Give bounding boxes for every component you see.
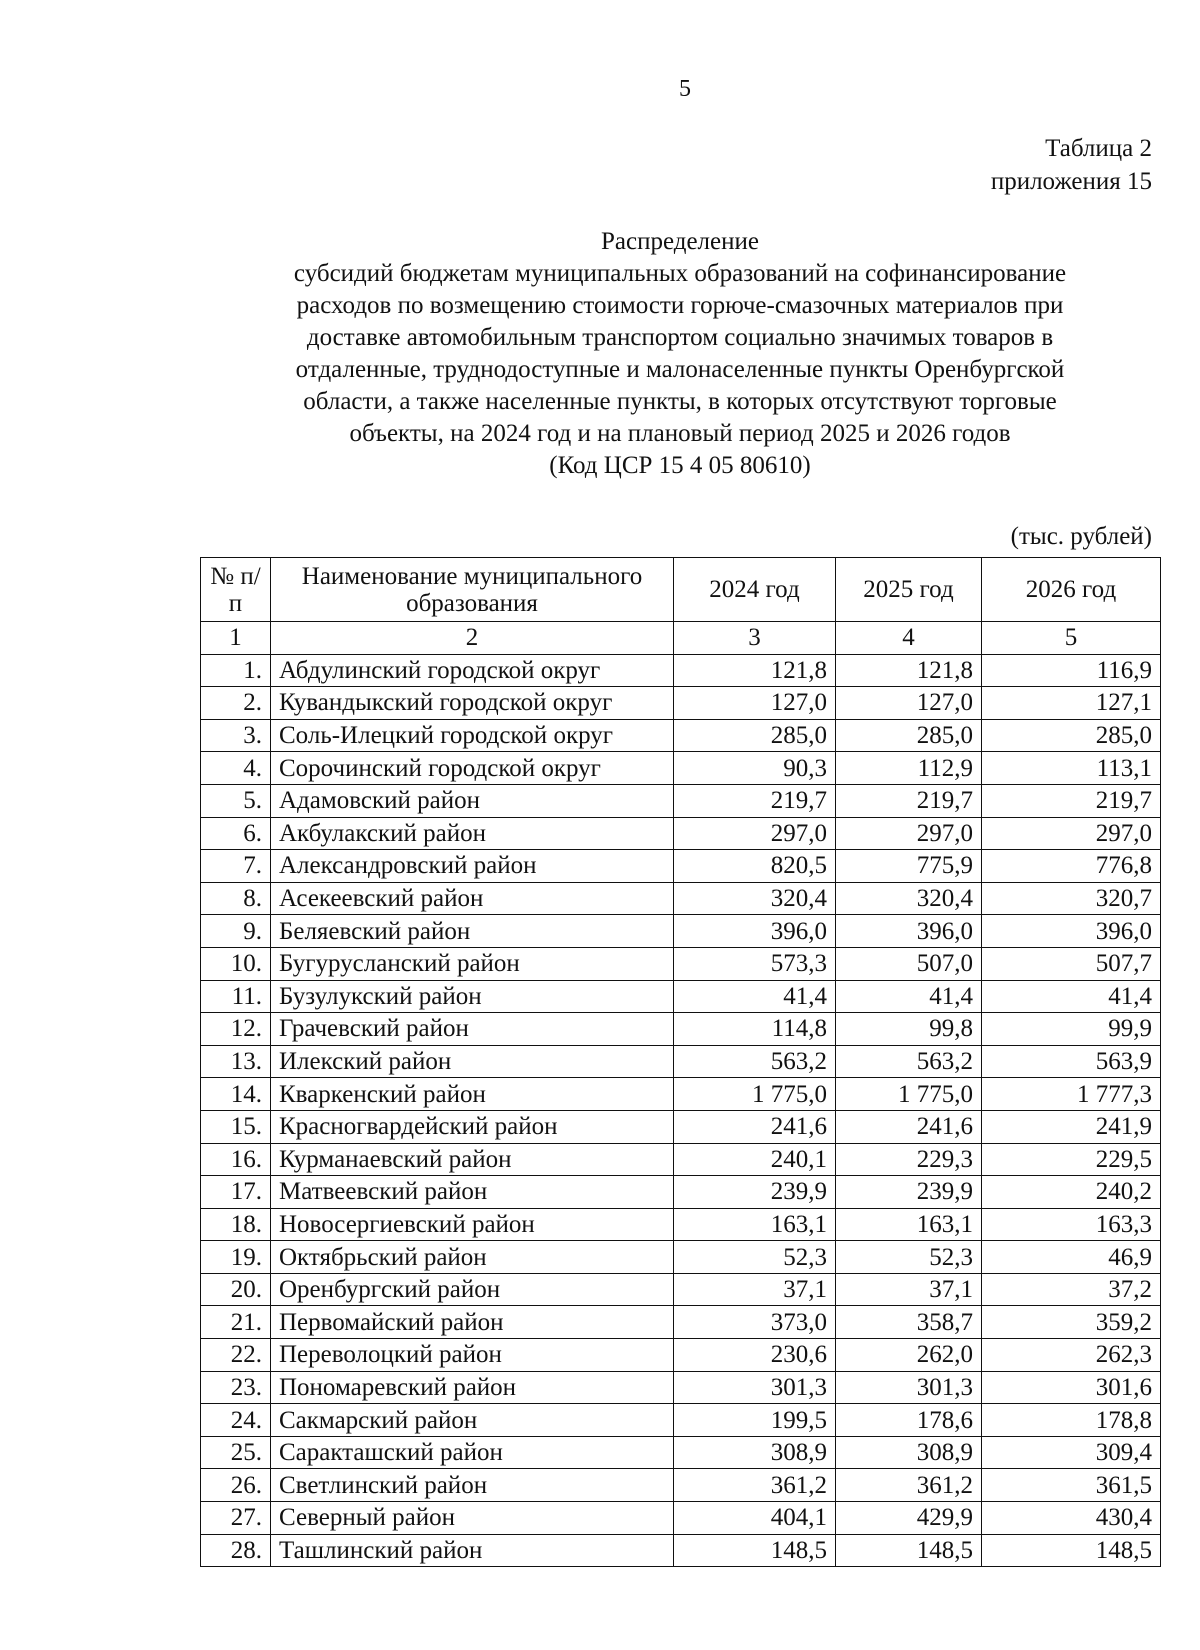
row-number: 3. (201, 719, 271, 752)
value-2026: 301,6 (982, 1371, 1161, 1404)
value-2024: 121,8 (674, 654, 836, 687)
value-2026: 396,0 (982, 915, 1161, 948)
table-row (201, 1176, 1161, 1209)
column-header-number: № п/п (201, 558, 271, 622)
value-2025: 229,3 (836, 1143, 982, 1176)
municipality-name: Асекеевский район (271, 882, 674, 915)
value-2026: 776,8 (982, 850, 1161, 883)
value-2026: 430,4 (982, 1502, 1161, 1535)
table-row (201, 980, 1161, 1013)
row-number: 28. (201, 1534, 271, 1567)
municipality-name: Кваркенский район (271, 1078, 674, 1111)
value-2025: 361,2 (836, 1469, 982, 1502)
municipality-name: Октябрьский район (271, 1241, 674, 1274)
page-number: 5 (679, 76, 691, 102)
value-2024: 52,3 (674, 1241, 836, 1274)
value-2025: 219,7 (836, 784, 982, 817)
value-2026: 163,3 (982, 1208, 1161, 1241)
value-2026: 229,5 (982, 1143, 1161, 1176)
document-title (200, 226, 1160, 482)
municipality-name: Сакмарский район (271, 1404, 674, 1437)
table-row (201, 1208, 1161, 1241)
municipality-name: Беляевский район (271, 915, 674, 948)
table-row (201, 719, 1161, 752)
municipality-name: Матвеевский район (271, 1176, 674, 1209)
value-2024: 37,1 (674, 1273, 836, 1306)
row-number: 11. (201, 980, 271, 1013)
value-2026: 113,1 (982, 752, 1161, 785)
value-2025: 178,6 (836, 1404, 982, 1437)
row-number: 5. (201, 784, 271, 817)
value-2025: 148,5 (836, 1534, 982, 1567)
title-line: субсидий бюджетам муниципальных образований на софинансирование (293, 260, 1067, 287)
value-2024: 373,0 (674, 1306, 836, 1339)
units-label: (тыс. рублей) (1010, 523, 1152, 550)
value-2024: 241,6 (674, 1110, 836, 1143)
row-number: 21. (201, 1306, 271, 1339)
column-number: 4 (836, 622, 982, 655)
value-2024: 361,2 (674, 1469, 836, 1502)
value-2025: 358,7 (836, 1306, 982, 1339)
value-2025: 429,9 (836, 1502, 982, 1535)
title-code-line: (Код ЦСР 15 4 05 80610) (549, 452, 811, 479)
value-2025: 301,3 (836, 1371, 982, 1404)
value-2024: 41,4 (674, 980, 836, 1013)
row-number: 14. (201, 1078, 271, 1111)
title-line: доставке автомобильным транспортом социально значимых товаров в (306, 324, 1054, 351)
value-2026: 127,1 (982, 687, 1161, 720)
value-2024: 320,4 (674, 882, 836, 915)
value-2024: 573,3 (674, 947, 836, 980)
table-row (201, 882, 1161, 915)
value-2024: 297,0 (674, 817, 836, 850)
value-2024: 90,3 (674, 752, 836, 785)
value-2025: 285,0 (836, 719, 982, 752)
table-row (201, 915, 1161, 948)
title-line: области, а также населенные пункты, в которых отсутствуют торговые (303, 388, 1057, 415)
value-2025: 99,8 (836, 1013, 982, 1046)
row-number: 22. (201, 1339, 271, 1372)
table-row (201, 1306, 1161, 1339)
table-row (201, 687, 1161, 720)
value-2024: 285,0 (674, 719, 836, 752)
row-number: 9. (201, 915, 271, 948)
table-row (201, 1078, 1161, 1111)
value-2026: 148,5 (982, 1534, 1161, 1567)
table-row (201, 1469, 1161, 1502)
row-number: 25. (201, 1436, 271, 1469)
value-2024: 404,1 (674, 1502, 836, 1535)
row-number: 4. (201, 752, 271, 785)
row-number: 27. (201, 1502, 271, 1535)
column-header-2024: 2024 год (674, 558, 836, 622)
value-2026: 1 777,3 (982, 1078, 1161, 1111)
column-number: 1 (201, 622, 271, 655)
value-2025: 37,1 (836, 1273, 982, 1306)
value-2025: 52,3 (836, 1241, 982, 1274)
row-number: 24. (201, 1404, 271, 1437)
table-row (201, 1502, 1161, 1535)
value-2025: 308,9 (836, 1436, 982, 1469)
value-2025: 775,9 (836, 850, 982, 883)
column-number: 2 (271, 622, 674, 655)
row-number: 7. (201, 850, 271, 883)
value-2025: 241,6 (836, 1110, 982, 1143)
value-2024: 820,5 (674, 850, 836, 883)
value-2026: 297,0 (982, 817, 1161, 850)
municipality-name: Северный район (271, 1502, 674, 1535)
value-2025: 127,0 (836, 687, 982, 720)
row-number: 8. (201, 882, 271, 915)
value-2026: 41,4 (982, 980, 1161, 1013)
value-2024: 563,2 (674, 1045, 836, 1078)
value-2025: 41,4 (836, 980, 982, 1013)
value-2025: 163,1 (836, 1208, 982, 1241)
subsidy-table (200, 557, 1161, 1567)
column-header-name: Наименование муниципального образования (271, 558, 674, 622)
value-2026: 507,7 (982, 947, 1161, 980)
municipality-name: Соль-Илецкий городской округ (271, 719, 674, 752)
row-number: 23. (201, 1371, 271, 1404)
value-2026: 285,0 (982, 719, 1161, 752)
value-2025: 297,0 (836, 817, 982, 850)
value-2025: 507,0 (836, 947, 982, 980)
column-number: 3 (674, 622, 836, 655)
municipality-name: Грачевский район (271, 1013, 674, 1046)
row-number: 20. (201, 1273, 271, 1306)
value-2024: 114,8 (674, 1013, 836, 1046)
row-number: 16. (201, 1143, 271, 1176)
municipality-name: Акбулакский район (271, 817, 674, 850)
municipality-name: Курманаевский район (271, 1143, 674, 1176)
table-row (201, 1045, 1161, 1078)
municipality-name: Пономаревский район (271, 1371, 674, 1404)
table-row (201, 1534, 1161, 1567)
value-2024: 199,5 (674, 1404, 836, 1437)
value-2024: 1 775,0 (674, 1078, 836, 1111)
table-row (201, 1241, 1161, 1274)
municipality-name: Абдулинский городской округ (271, 654, 674, 687)
table-row (201, 1371, 1161, 1404)
value-2026: 46,9 (982, 1241, 1161, 1274)
municipality-name: Александровский район (271, 850, 674, 883)
column-header-2025: 2025 год (836, 558, 982, 622)
row-number: 12. (201, 1013, 271, 1046)
row-number: 13. (201, 1045, 271, 1078)
row-number: 26. (201, 1469, 271, 1502)
value-2026: 309,4 (982, 1436, 1161, 1469)
table-reference-line: приложения 15 (990, 168, 1152, 195)
value-2025: 262,0 (836, 1339, 982, 1372)
table-row (201, 784, 1161, 817)
table-body (201, 654, 1161, 1567)
value-2026: 563,9 (982, 1045, 1161, 1078)
municipality-name: Адамовский район (271, 784, 674, 817)
table-row (201, 752, 1161, 785)
value-2024: 148,5 (674, 1534, 836, 1567)
municipality-name: Кувандыкский городской округ (271, 687, 674, 720)
value-2026: 178,8 (982, 1404, 1161, 1437)
row-number: 17. (201, 1176, 271, 1209)
value-2026: 37,2 (982, 1273, 1161, 1306)
table-reference-line: Таблица 2 (1045, 135, 1152, 162)
value-2026: 219,7 (982, 784, 1161, 817)
municipality-name: Илекский район (271, 1045, 674, 1078)
table-header-row (201, 558, 1161, 622)
table-row (201, 817, 1161, 850)
value-2025: 112,9 (836, 752, 982, 785)
table-row (201, 947, 1161, 980)
value-2026: 361,5 (982, 1469, 1161, 1502)
municipality-name: Ташлинский район (271, 1534, 674, 1567)
value-2026: 99,9 (982, 1013, 1161, 1046)
title-line: отдаленные, труднодоступные и малонаселенные пункты Оренбургской (295, 356, 1065, 383)
value-2026: 240,2 (982, 1176, 1161, 1209)
table-row (201, 1110, 1161, 1143)
column-header-2026: 2026 год (982, 558, 1161, 622)
row-number: 1. (201, 654, 271, 687)
title-line: объекты, на 2024 год и на плановый период 2025 и 2026 годов (349, 420, 1011, 447)
value-2024: 396,0 (674, 915, 836, 948)
municipality-name: Переволоцкий район (271, 1339, 674, 1372)
value-2024: 127,0 (674, 687, 836, 720)
value-2024: 230,6 (674, 1339, 836, 1372)
table-row (201, 1404, 1161, 1437)
table-row (201, 654, 1161, 687)
table-row (201, 850, 1161, 883)
row-number: 15. (201, 1110, 271, 1143)
row-number: 6. (201, 817, 271, 850)
value-2025: 320,4 (836, 882, 982, 915)
municipality-name: Первомайский район (271, 1306, 674, 1339)
value-2025: 563,2 (836, 1045, 982, 1078)
value-2024: 301,3 (674, 1371, 836, 1404)
row-number: 2. (201, 687, 271, 720)
row-number: 19. (201, 1241, 271, 1274)
value-2026: 320,7 (982, 882, 1161, 915)
value-2024: 163,1 (674, 1208, 836, 1241)
column-number: 5 (982, 622, 1161, 655)
municipality-name: Бузулукский район (271, 980, 674, 1013)
row-number: 10. (201, 947, 271, 980)
municipality-name: Оренбургский район (271, 1273, 674, 1306)
table-row (201, 1273, 1161, 1306)
title-line: Распределение (601, 228, 759, 255)
value-2024: 239,9 (674, 1176, 836, 1209)
table-row (201, 1013, 1161, 1046)
value-2026: 262,3 (982, 1339, 1161, 1372)
municipality-name: Бугурусланский район (271, 947, 674, 980)
municipality-name: Саракташский район (271, 1436, 674, 1469)
value-2025: 396,0 (836, 915, 982, 948)
value-2025: 121,8 (836, 654, 982, 687)
value-2026: 116,9 (982, 654, 1161, 687)
title-line: расходов по возмещению стоимости горюче-смазочных материалов при (296, 292, 1064, 319)
value-2024: 308,9 (674, 1436, 836, 1469)
table-reference (991, 132, 1152, 198)
row-number: 18. (201, 1208, 271, 1241)
municipality-name: Сорочинский городской округ (271, 752, 674, 785)
value-2026: 241,9 (982, 1110, 1161, 1143)
column-number-row (201, 622, 1161, 655)
value-2025: 239,9 (836, 1176, 982, 1209)
value-2024: 219,7 (674, 784, 836, 817)
municipality-name: Светлинский район (271, 1469, 674, 1502)
table-row (201, 1436, 1161, 1469)
municipality-name: Новосергиевский район (271, 1208, 674, 1241)
value-2026: 359,2 (982, 1306, 1161, 1339)
table-row (201, 1143, 1161, 1176)
municipality-name: Красногвардейский район (271, 1110, 674, 1143)
value-2024: 240,1 (674, 1143, 836, 1176)
table-row (201, 1339, 1161, 1372)
value-2025: 1 775,0 (836, 1078, 982, 1111)
